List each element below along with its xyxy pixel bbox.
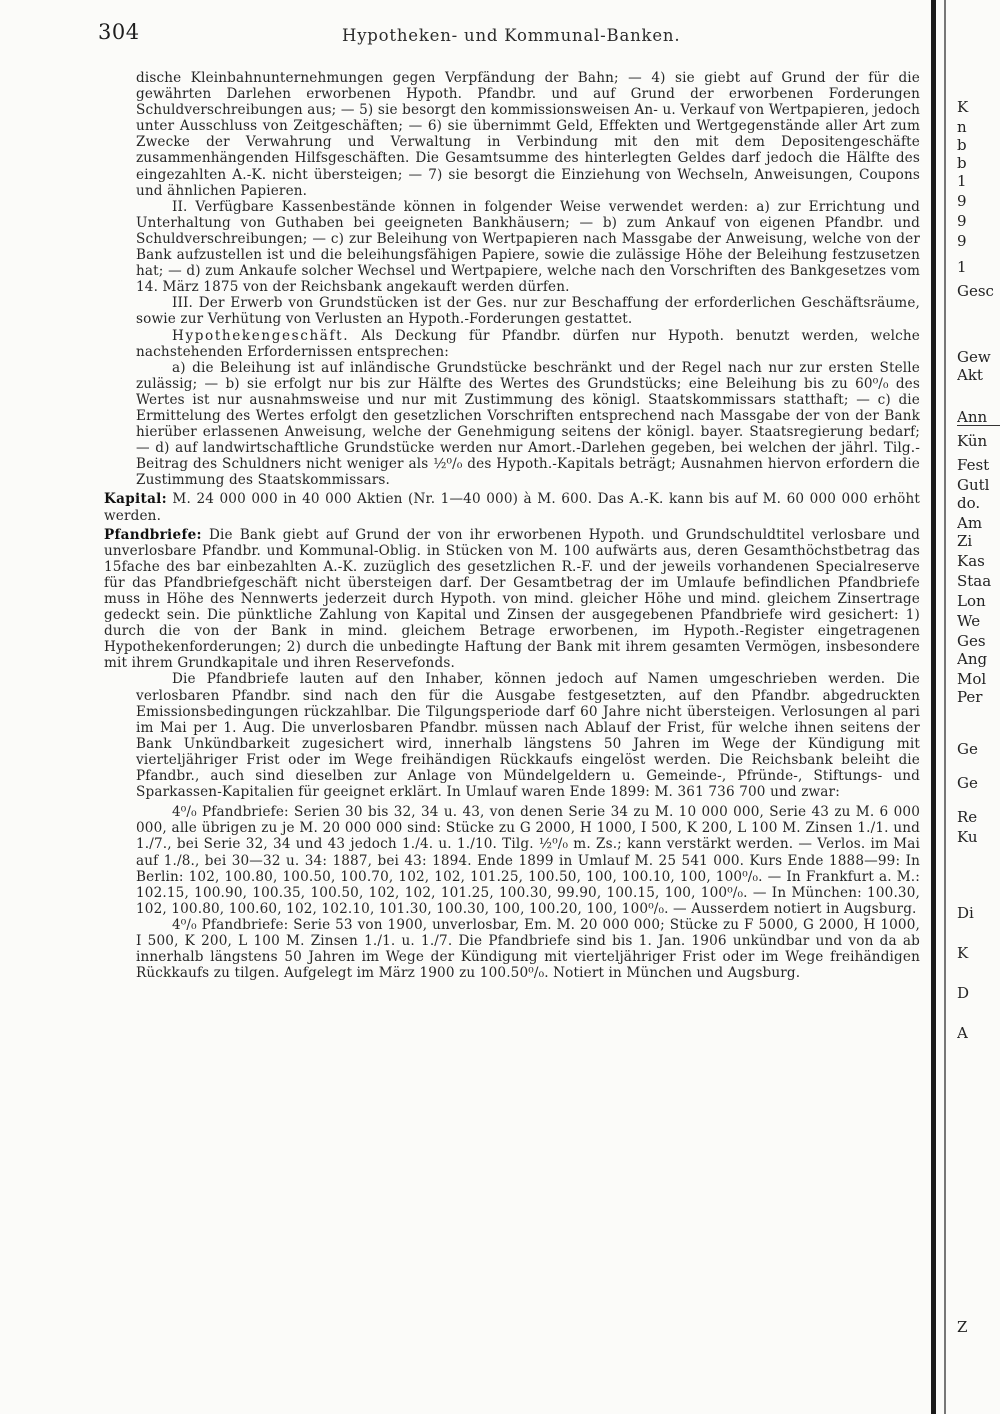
paragraph-pfandbriefe (104, 527, 920, 672)
adjacent-fragment-text: 9 (957, 192, 967, 210)
adjacent-fragment-text: Am (957, 514, 983, 532)
adjacent-fragment-text: Ku (957, 828, 978, 846)
adjacent-fragment-text: Kün (957, 432, 988, 450)
adjacent-fragment-text: D (957, 984, 970, 1002)
adjacent-fragment-text: 1 (957, 258, 967, 276)
paragraph-services-continued: dische Kleinbahnunternehmungen gegen Verpfändung der Bahn; — 4) sie giebt auf Grund der für die gewährten Darlehen erworbenen Hypoth. Pfandbr. und auf Grund der erworbenen Forderungen Schuldverschreibungen aus; — 5) sie besorgt den kommissionsweisen An- u. Verkauf von Wertpapieren, jedoch unter Ausschluss von Zeitgeschäften; — 6) sie übernimmt Geld, Effekten und Wertgegenstände aller Art zum Zwecke der Verwahrung und Verwaltung in Verbindung mit den mit dem Depositengeschäfte zusammenhängenden Hilfsgeschäften. Die Gesamtsumme des hinterlegten Geldes darf jedoch die Hälfte des eingezahlten A.-K. nicht übersteigen; — 7) sie besorgt die Einziehung von Wechseln, Anweisungen, Coupons und ähnlichen Papieren. (136, 70, 920, 199)
adjacent-fragment-text: Gutl (957, 476, 990, 494)
adjacent-fragment-text: Zi (957, 532, 973, 550)
adjacent-fragment-text: 9 (957, 232, 967, 250)
adjacent-fragment-text: do. (957, 494, 981, 512)
capital-text: M. 24 000 000 in 40 000 Aktien (Nr. 1—40 000) à M. 600. Das A.-K. kann bis auf M. 60 000 000 erhöht werden. (104, 491, 920, 524)
page-number: 304 (98, 20, 140, 44)
adjacent-fragment-text: Lon (957, 592, 986, 610)
adjacent-fragment-text: Gew (957, 348, 991, 366)
paragraph-mortgage-business (104, 328, 920, 360)
page-gutter-shadow (931, 0, 936, 1414)
adjacent-fragment-text: Mol (957, 670, 987, 688)
adjacent-fragment-text: Per (957, 688, 983, 706)
adjacent-fragment-text: Ang (957, 650, 988, 668)
adjacent-fragment-text: Ges (957, 632, 986, 650)
adjacent-fragment-text: Kas (957, 552, 985, 570)
adjacent-fragment-text: 9 (957, 212, 967, 230)
adjacent-fragment-text: Fest (957, 456, 990, 474)
paragraph-real-estate: III. Der Erwerb von Grundstücken ist der Ges. nur zur Beschaffung der erforderlichen Geschäftsräume, sowie zur Verhütung von Verlusten an Hypoth.-Forderungen gestattet. (136, 295, 920, 328)
paragraph-capital (104, 491, 920, 523)
adjacent-fragment-text: K (957, 944, 969, 962)
adjacent-fragment-text: b (957, 154, 967, 172)
adjacent-fragment-text: b (957, 136, 967, 154)
adjacent-fragment-text: Gesc (957, 282, 994, 300)
adjacent-fragment-text: Z (957, 1318, 968, 1336)
running-title: Hypotheken- und Kommunal-Banken. (342, 26, 681, 45)
adjacent-fragment-text: We (957, 612, 981, 630)
adjacent-fragment-text: K (957, 98, 969, 116)
adjacent-fragment-text: A (957, 1024, 968, 1042)
paragraph-series-30-43: 4⁰/₀ Pfandbriefe: Serien 30 bis 32, 34 u. 43, von denen Serie 34 zu M. 10 000 000, Serie 43 zu M. 6 000 000, alle übrigen zu je M. 20 000 000 sind: Stücke zu G 2000, H 1000, I 500, K 200, L 100 M. Zinsen 1./1. und 1./7., bei Serie 32, 34 und 43 jedoch 1./4. u. 1./10. Tilg. ½⁰/₀ m. Zs.; kann verstärkt werden. — Verlos. im Mai auf 1./8., bei 30—32 u. 34: 1887, bei 43: 1894. Ende 1899 in Umlauf M. 25 541 000. Kurs Ende 1888—99: In Berlin: 102, 100.80, 100.50, 100.70, 102, 102, 101.25, 100.50, 100, 100.10, 100, 100⁰/₀. — In Frankfurt a. M.: 102.15, 100.90, 100.35, 100.50, 102, 102, 101.25, 100.30, 99.90, 100.15, 100, 100⁰/₀. — In München: 100.30, 102, 100.80, 100.60, 102, 102.10, 101.30, 100.30, 100, 100.20, 100, 100⁰/₀. — Ausserdem notiert in Augsburg. (136, 804, 920, 917)
paragraph-lending-rules: a) die Beleihung ist auf inländische Grundstücke beschränkt und der Regel nach nur zur ersten Stelle zulässig; — b) sie erfolgt nur bis zur Hälfte des Wertes des Grundstücks; eine Beleihung bis zu 60⁰/₀ des Wertes ist nur ausnahmsweise und nur mit Zustimmung des königl. Staatskommissars statthaft; — c) die Ermittelung des Wertes erfolgt den gesetzlichen Vorschriften entsprechend nach Massgabe der von der Bank hierüber erlassenen Anweisung, welche der Genehmigung seitens der königl. bayer. Staatsregierung bedarf; — d) auf landwirtschaftliche Grundstücke werden nur Amort.-Darlehen gegeben, bei welchen der jährl. Tilg.-Beitrag des Schuldners nicht weniger als ½⁰/₀ des Hypoth.-Kapitals beträgt; Ausnahmen hiervon erfordern die Zustimmung des Staatskommissars. (136, 359, 920, 489)
adjacent-fragment-text: Staa (957, 572, 992, 590)
adjacent-page-fragment (957, 0, 1000, 1414)
paragraph-cash-holdings: II. Verfügbare Kassenbestände können in folgender Weise verwendet werden: a) zur Errichtung und Unterhaltung von Guthaben bei geeigneten Bankhäusern; — b) zum Ankauf von eigenen Pfandbr. und Schuldverschreibungen; — c) zur Beleihung von Wertpapieren nach Massgabe der Anweisung, welche von der Bank aufzustellen ist und die beleihungsfähigen Papiere, sowie die zulässige Höhe der Beleihung festzusetzen hat; — d) zum Ankaufe solcher Wechsel und Wertpapiere, welche nach den Vorschriften des Bankgesetzes vom 14. März 1875 von der Reichsbank angekauft werden dürfen. (136, 198, 920, 296)
paragraph-pfandbriefe-terms: Die Pfandbriefe lauten auf den Inhaber, können jedoch auf Namen umgeschrieben werden. Die verlosbaren Pfandbr. sind nach den für die Ausgabe festgesetzten, auf den Pfandbr. abgedruckten Emissionsbedingungen rückzahlbar. Die Tilgungsperiode darf 60 Jahre nicht übersteigen. Verlosungen al pari im Mai per 1. Aug. Die unverlosbaren Pfandbr. müssen nach Ablauf der Frist, für welche ihnen seitens der Bank Unkündbarkeit zugesichert wird, innerhalb längstens 50 Jahren im Wege der Kündigung mit vierteljähriger Frist oder im Wege freihändigen Rückkaufs eingelöst werden. Die Reichsbank beleiht die Pfandbr., auch sind dieselben zur Anlage von Mündelgeldern u. Gemeinde-, Pfründe-, Stiftungs- und Sparkassen-Kapitalien für geeignet erklärt. In Umlauf waren Ende 1899: M. 361 736 700 und zwar: (136, 671, 920, 801)
adjacent-fragment-text: Ann (957, 408, 988, 426)
main-text-column (104, 70, 920, 981)
page-gutter-line (944, 0, 946, 1414)
pfandbriefe-text: Die Bank giebt auf Grund der von ihr erworbenen Hypoth. und Grundschuldtitel verlosbare und unverlosbare Pfandbr. und Kommunal-Oblig. in Stücken von M. 100 aufwärts aus, deren Gesamthöchstbetrag das 15fache des bar einbezahlten A.-K. zuzüglich des gesetzlichen R.-F. und der jeweils vorhandenen Specialreserve für das Pfandbriefgeschäft nicht übersteigen darf. Der Gesamtbetrag der im Umlaufe befindlichen Pfandbriefe muss in Höhe des Nennwerts jederzeit durch Hypoth. von mind. gleicher Höhe und mind. gleichem Zinsertrage gedeckt sein. Die pünktliche Zahlung von Kapital und Zinsen der ausgegebenen Pfandbriefe wird gesichert: 1) durch die von der Bank in mind. gleichem Betrage erworbenen, im Hypoth.-Register eingetragenen Hypothekenforderungen; 2) durch die unbedingte Haftung der Bank mit ihrem gesamten Vermögen, insbesondere mit ihrem Grundkapitale und ihren Reservefonds. (104, 526, 920, 672)
paragraph-series-53: 4⁰/₀ Pfandbriefe: Serie 53 von 1900, unverlosbar, Em. M. 20 000 000; Stücke zu F 5000, G 2000, H 1000, I 500, K 200, L 100 M. Zinsen 1./1. u. 1./7. Die Pfandbriefe sind bis 1. Jan. 1906 unkündbar und von da ab innerhalb längstens 50 Jahren im Wege der Kündigung mit vierteljähriger Frist oder im Wege freihändigen Rückkaufs zu tilgen. Aufgelegt im März 1900 zu 100.50⁰/₀. Notiert in München und Augsburg. (136, 916, 920, 982)
adjacent-fragment-text: Ge (957, 774, 978, 792)
section-heading-mortgage-business: Hypothekengeschäft. (172, 327, 350, 344)
adjacent-fragment-text: Re (957, 808, 978, 826)
adjacent-fragment-text: 1 (957, 172, 967, 190)
adjacent-fragment-text: Akt (957, 366, 983, 384)
section-label-pfandbriefe: Pfandbriefe: (104, 526, 202, 543)
adjacent-fragment-text: Ge (957, 740, 978, 758)
adjacent-fragment-text: Di (957, 904, 974, 922)
section-label-capital: Kapital: (104, 491, 167, 508)
mortgage-business-text: Als Deckung für Pfandbr. dürfen nur Hypoth. benutzt werden, welche nachstehenden Erfordernissen entsprechen: (136, 327, 920, 360)
adjacent-fragment-text: n (957, 118, 967, 136)
